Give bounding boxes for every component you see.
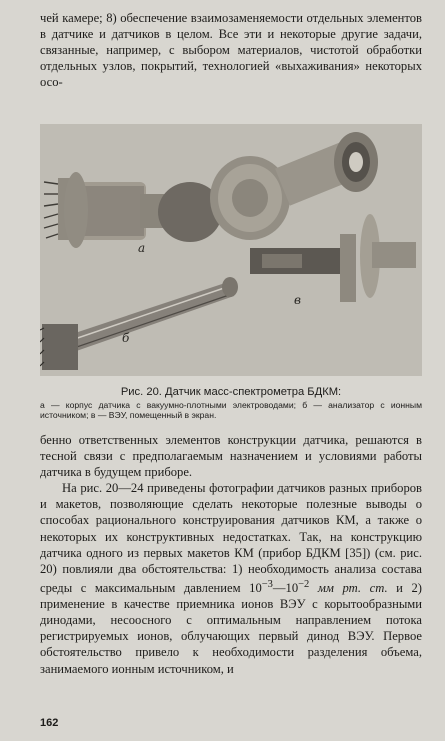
paragraph-continuation bbox=[40, 10, 422, 90]
page-number: 162 bbox=[40, 717, 59, 729]
paragraph-2-start: На рис. 20—24 приведены фотографии датчиков разных приборов и макетов, позволяющие сделать некоторые полезные выводы о способах рационального конструирования датчиков КМ, а также о некоторых их конструктивных недостатках. Так, на конструкцию датчика одного из первых макетов КМ (прибор БДКМ [35]) (см. рис. 20) повлияли два обстоятельства: 1) необходимость анализа состава среды с максимальным давлением 10 bbox=[40, 481, 422, 596]
paragraph-2 bbox=[40, 480, 422, 676]
exponent-2: −2 bbox=[298, 578, 310, 590]
label-a: а bbox=[138, 241, 146, 255]
figure-caption-title: Рис. 20. Датчик масс-спектрометра БДКМ: bbox=[120, 386, 342, 398]
paragraph-2-end: и 2) применение в качестве приемника ионов ВЭУ с корытообразными динодами, несоосного с оптимальным направлением потока регистрируемых ионов, облучающих первый динод ВЭУ. Первое обстоятельство привело к необходимости разделения объема, занимаемого ионным источником, и bbox=[40, 581, 422, 676]
paragraph-1: бенно ответственных элементов конструкции датчика, решаются в тесной связи с предполагаемым назначением и условиями работы датчика в будущем приборе. bbox=[40, 433, 422, 480]
text-top: чей камере; 8) обеспечение взаимозаменяемости отдельных элементов в датчике и датчиков в целом. Все эти и некоторые другие задачи, связанные, например, с выбором материалов, чистотой обработки отдельных узлов, покрытий, технологией «выхаживания» некоторых осо- bbox=[40, 11, 422, 90]
pressure-units: мм рт. ст. bbox=[309, 581, 388, 596]
label-v: в bbox=[294, 293, 301, 307]
range-dash: —10 bbox=[272, 581, 299, 596]
sensor-photo-drawing bbox=[40, 124, 422, 376]
label-b: б bbox=[122, 331, 130, 345]
figure-photo bbox=[40, 124, 422, 376]
exponent-1: −3 bbox=[261, 578, 273, 590]
figure-caption-body: а — корпус датчика с вакуумно-плотными электроводами; б — анализатор с ионным источником; в — ВЭУ, помещенный в экран. bbox=[40, 400, 422, 420]
main-text bbox=[40, 432, 422, 677]
